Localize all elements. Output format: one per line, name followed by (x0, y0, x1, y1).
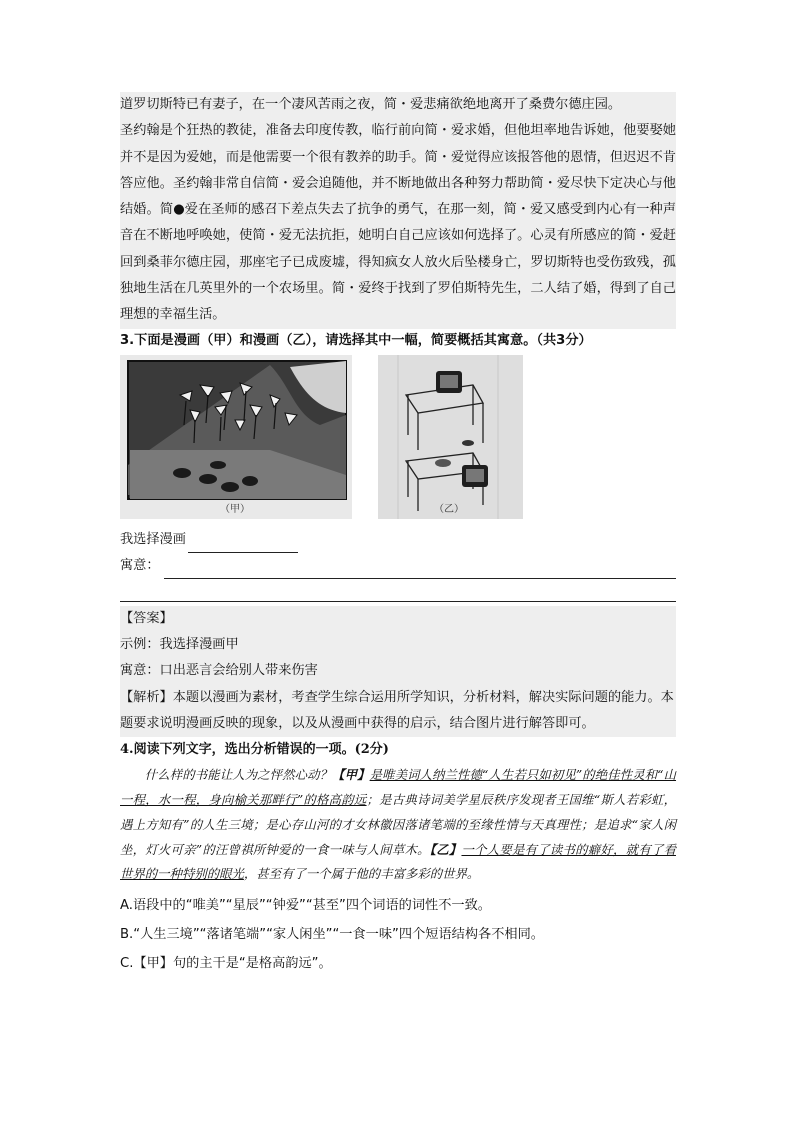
choose-blank[interactable] (188, 536, 298, 553)
passage-jia-tag: 【甲】 (332, 767, 370, 783)
meaning-blank-2[interactable] (120, 585, 676, 602)
choose-row (120, 527, 676, 553)
answer-analysis: 【解析】本题以漫画为素材，考查学生综合运用所学知识，分析材料，解决实际问题的能力。本题要求说明漫画反映的现象，以及从漫画中获得的启示，结合图片进行解答即可。 (120, 689, 674, 731)
cartoon-jia-image (120, 355, 352, 519)
option-a[interactable]: A.语段中的“唯美”“星辰”“钟爱”“甚至”四个词语的词性不一致。 (120, 898, 491, 914)
story-paragraph-2: 圣约翰是个狂热的教徒，准备去印度传教，临行前向简・爱求婚，但他坦率地告诉她，他要娶她并不是因为爱她，而是他需要一个很有教养的助手。简・爱觉得应该报答他的恩情，但迟迟不肯答应他。圣约翰非常自信简・爱会追随他，并不断地做出各种努力帮助简・爱尽快下定决心与他结婚。简●爱在圣师的感召下差点失去了抗争的勇气，在那一刻，简・爱又感受到内心有一种声音在不断地呼唤她，使简・爱无法抗拒，她明白自己应该如何选择了。心灵有所感应的简・爱赶回到桑菲尔德庄园，那座宅子已成废墟，得知疯女人放火后坠楼身亡，罗切斯特也受伤致残，孤独地生活在几英里外的一个农场里。简・爱终于找到了罗伯斯特先生，二人结了婚，得到了自己理想的幸福生活。 (120, 123, 676, 323)
cartoon-images (120, 355, 676, 519)
question-4-title: 4.阅读下列文字，选出分析错误的一项。(2分) (120, 742, 389, 758)
question-4-passage (120, 763, 676, 887)
option-c[interactable]: C.【甲】句的主干是“是格高韵远”。 (120, 956, 332, 972)
story-line-1: 道罗切斯特已有妻子，在一个凄风苦雨之夜，简・爱悲痛欲绝地离开了桑费尔德庄园。 (120, 97, 622, 112)
option-b[interactable]: B.“人生三境”“落诸笔端”“家人闲坐”“一食一味”四个短语结构各不相同。 (120, 927, 544, 943)
caption-yi: （乙） (434, 503, 464, 515)
choose-label: 我选择漫画 (120, 531, 186, 547)
question-3-title: 3.下面是漫画（甲）和漫画（乙），请选择其中一幅，简要概括其寓意。（共3分） (120, 332, 592, 348)
passage-end: ，甚至有了一个属于他的丰富多彩的世界。 (243, 866, 480, 882)
meaning-row (120, 553, 676, 579)
passage-yi-sentence: 一个人要是有了读书的癖好，就有了看世界的一种特别的眼光 (120, 841, 676, 882)
cartoon-yi-drawing (378, 355, 523, 519)
meaning-blank[interactable] (164, 561, 676, 579)
story-excerpt (120, 92, 676, 329)
caption-jia: （甲） (220, 503, 250, 515)
answer-meaning: 寓意：口出恶言会给别人带来伤害 (120, 663, 318, 679)
answer-block (120, 606, 676, 737)
answer-heading: 【答案】 (120, 610, 173, 626)
passage-middle: ；是古典诗词美学星辰秩序发现者王国维“斯人若彩虹，遇上方知有”的人生三境；是心存山河的才女林徽因落诸笔端的至缘性情与天真理性；是追求“家人闲坐，灯火可亲”的汪曾祺所钟爱的一食一味与人间草木。 (120, 791, 676, 857)
passage-jia-sentence: 是唯美词人纳兰性德“人生若只如初见”的绝佳性灵和“山一程，水一程，身向榆关那畔行”的格高韵远 (120, 767, 677, 807)
passage-yi-tag: 【乙】 (429, 841, 462, 857)
cartoon-yi-image (378, 355, 523, 519)
passage-intro: 什么样的书能让人为之怦然心动？ (144, 767, 333, 783)
meaning-label: 寓意： (120, 557, 160, 573)
answer-example: 示例：我选择漫画甲 (120, 636, 239, 652)
cartoon-jia-drawing (120, 355, 352, 519)
document-page (120, 92, 676, 978)
